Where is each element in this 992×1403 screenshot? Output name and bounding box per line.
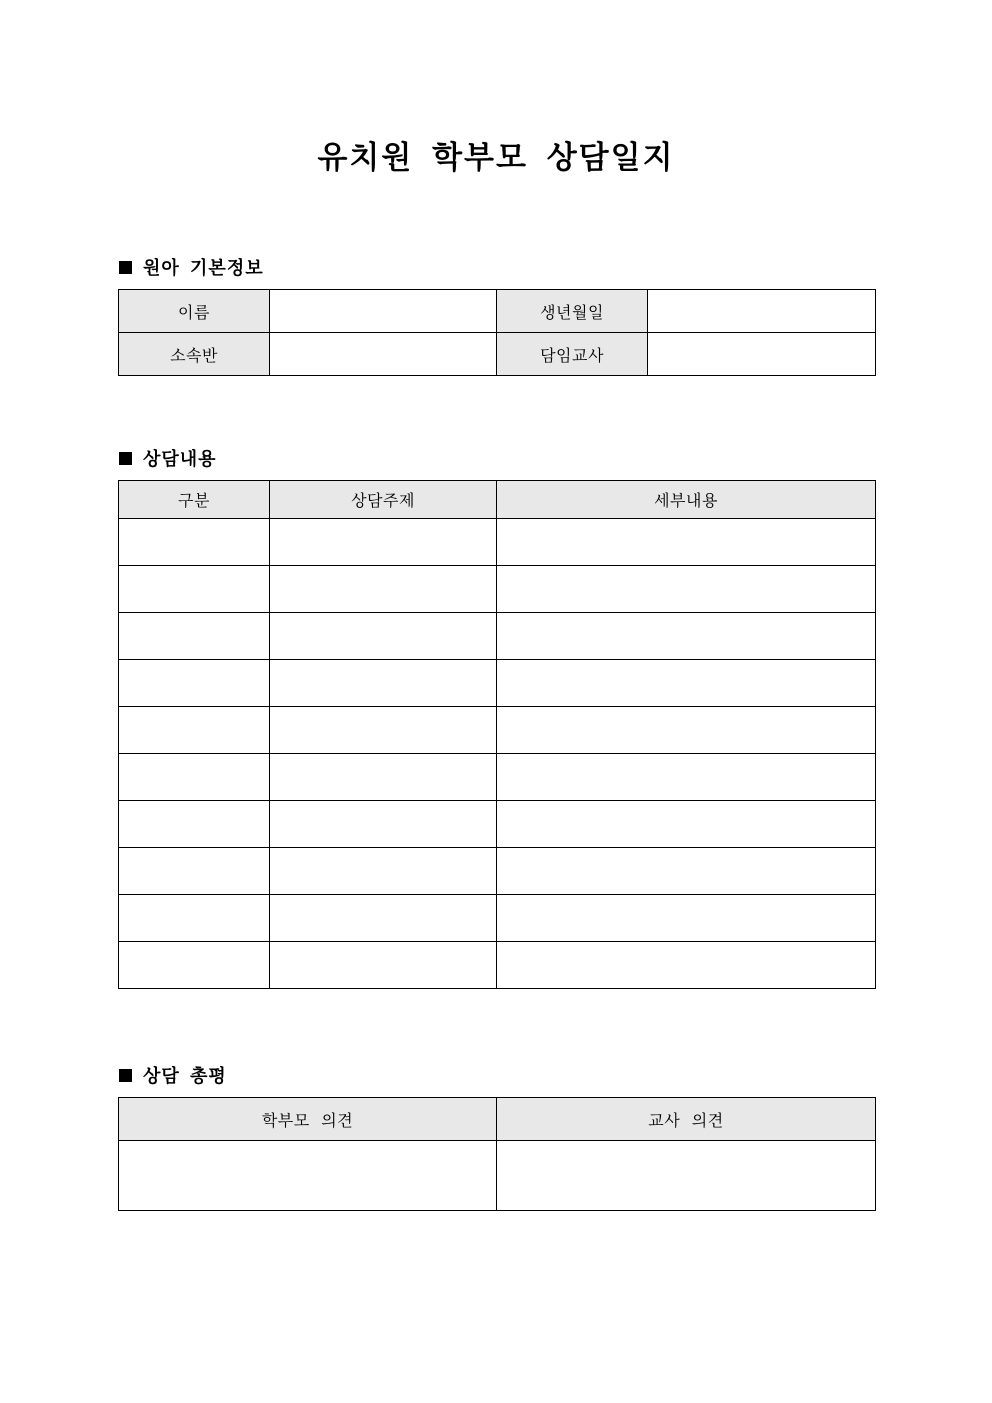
homeroom-teacher-field[interactable] bbox=[648, 333, 876, 376]
table-row bbox=[119, 801, 876, 848]
category-cell[interactable] bbox=[119, 754, 270, 801]
table-header-row bbox=[119, 1098, 876, 1141]
topic-cell[interactable] bbox=[270, 613, 497, 660]
details-cell[interactable] bbox=[497, 895, 876, 942]
section-title: 상담내용 bbox=[143, 449, 217, 470]
class-label: 소속반 bbox=[119, 333, 270, 376]
category-cell[interactable] bbox=[119, 566, 270, 613]
details-cell[interactable] bbox=[497, 942, 876, 989]
details-cell[interactable] bbox=[497, 848, 876, 895]
table-row bbox=[119, 519, 876, 566]
category-cell[interactable] bbox=[119, 848, 270, 895]
table-row bbox=[119, 660, 876, 707]
parent-opinion-field[interactable] bbox=[119, 1141, 497, 1211]
details-cell[interactable] bbox=[497, 660, 876, 707]
category-cell[interactable] bbox=[119, 660, 270, 707]
table-header-row bbox=[119, 481, 876, 519]
table-row bbox=[119, 613, 876, 660]
section-title: 원아 기본정보 bbox=[143, 258, 264, 279]
table-row bbox=[119, 290, 876, 333]
summary-table bbox=[118, 1097, 876, 1211]
category-cell[interactable] bbox=[119, 707, 270, 754]
basic-info-table bbox=[118, 289, 876, 376]
teacher-opinion-field[interactable] bbox=[497, 1141, 876, 1211]
square-bullet-icon bbox=[119, 1069, 132, 1082]
teacher-opinion-header: 교사 의견 bbox=[497, 1098, 876, 1141]
topic-cell[interactable] bbox=[270, 707, 497, 754]
column-header-topic: 상담주제 bbox=[270, 481, 497, 519]
topic-cell[interactable] bbox=[270, 566, 497, 613]
topic-cell[interactable] bbox=[270, 848, 497, 895]
table-row bbox=[119, 333, 876, 376]
details-cell[interactable] bbox=[497, 519, 876, 566]
category-cell[interactable] bbox=[119, 895, 270, 942]
class-field[interactable] bbox=[270, 333, 497, 376]
section-heading-summary bbox=[119, 1062, 227, 1088]
table-row bbox=[119, 754, 876, 801]
table-row bbox=[119, 942, 876, 989]
topic-cell[interactable] bbox=[270, 754, 497, 801]
homeroom-teacher-label: 담임교사 bbox=[497, 333, 648, 376]
square-bullet-icon bbox=[119, 261, 132, 274]
parent-opinion-header: 학부모 의견 bbox=[119, 1098, 497, 1141]
name-label: 이름 bbox=[119, 290, 270, 333]
category-cell[interactable] bbox=[119, 942, 270, 989]
details-cell[interactable] bbox=[497, 613, 876, 660]
table-row bbox=[119, 895, 876, 942]
details-cell[interactable] bbox=[497, 754, 876, 801]
details-cell[interactable] bbox=[497, 566, 876, 613]
column-header-category: 구분 bbox=[119, 481, 270, 519]
topic-cell[interactable] bbox=[270, 519, 497, 566]
table-row bbox=[119, 566, 876, 613]
section-title: 상담 총평 bbox=[143, 1066, 227, 1087]
topic-cell[interactable] bbox=[270, 801, 497, 848]
birth-date-field[interactable] bbox=[648, 290, 876, 333]
table-row bbox=[119, 707, 876, 754]
category-cell[interactable] bbox=[119, 613, 270, 660]
birth-date-label: 생년월일 bbox=[497, 290, 648, 333]
column-header-details: 세부내용 bbox=[497, 481, 876, 519]
section-heading-basic-info bbox=[119, 254, 264, 280]
name-field[interactable] bbox=[270, 290, 497, 333]
table-row bbox=[119, 1141, 876, 1211]
category-cell[interactable] bbox=[119, 801, 270, 848]
category-cell[interactable] bbox=[119, 519, 270, 566]
section-heading-consultation bbox=[119, 445, 217, 471]
details-cell[interactable] bbox=[497, 707, 876, 754]
topic-cell[interactable] bbox=[270, 660, 497, 707]
square-bullet-icon bbox=[119, 452, 132, 465]
consultation-table bbox=[118, 480, 876, 989]
table-row bbox=[119, 848, 876, 895]
topic-cell[interactable] bbox=[270, 942, 497, 989]
page-title: 유치원 학부모 상담일지 bbox=[317, 140, 675, 176]
details-cell[interactable] bbox=[497, 801, 876, 848]
topic-cell[interactable] bbox=[270, 895, 497, 942]
